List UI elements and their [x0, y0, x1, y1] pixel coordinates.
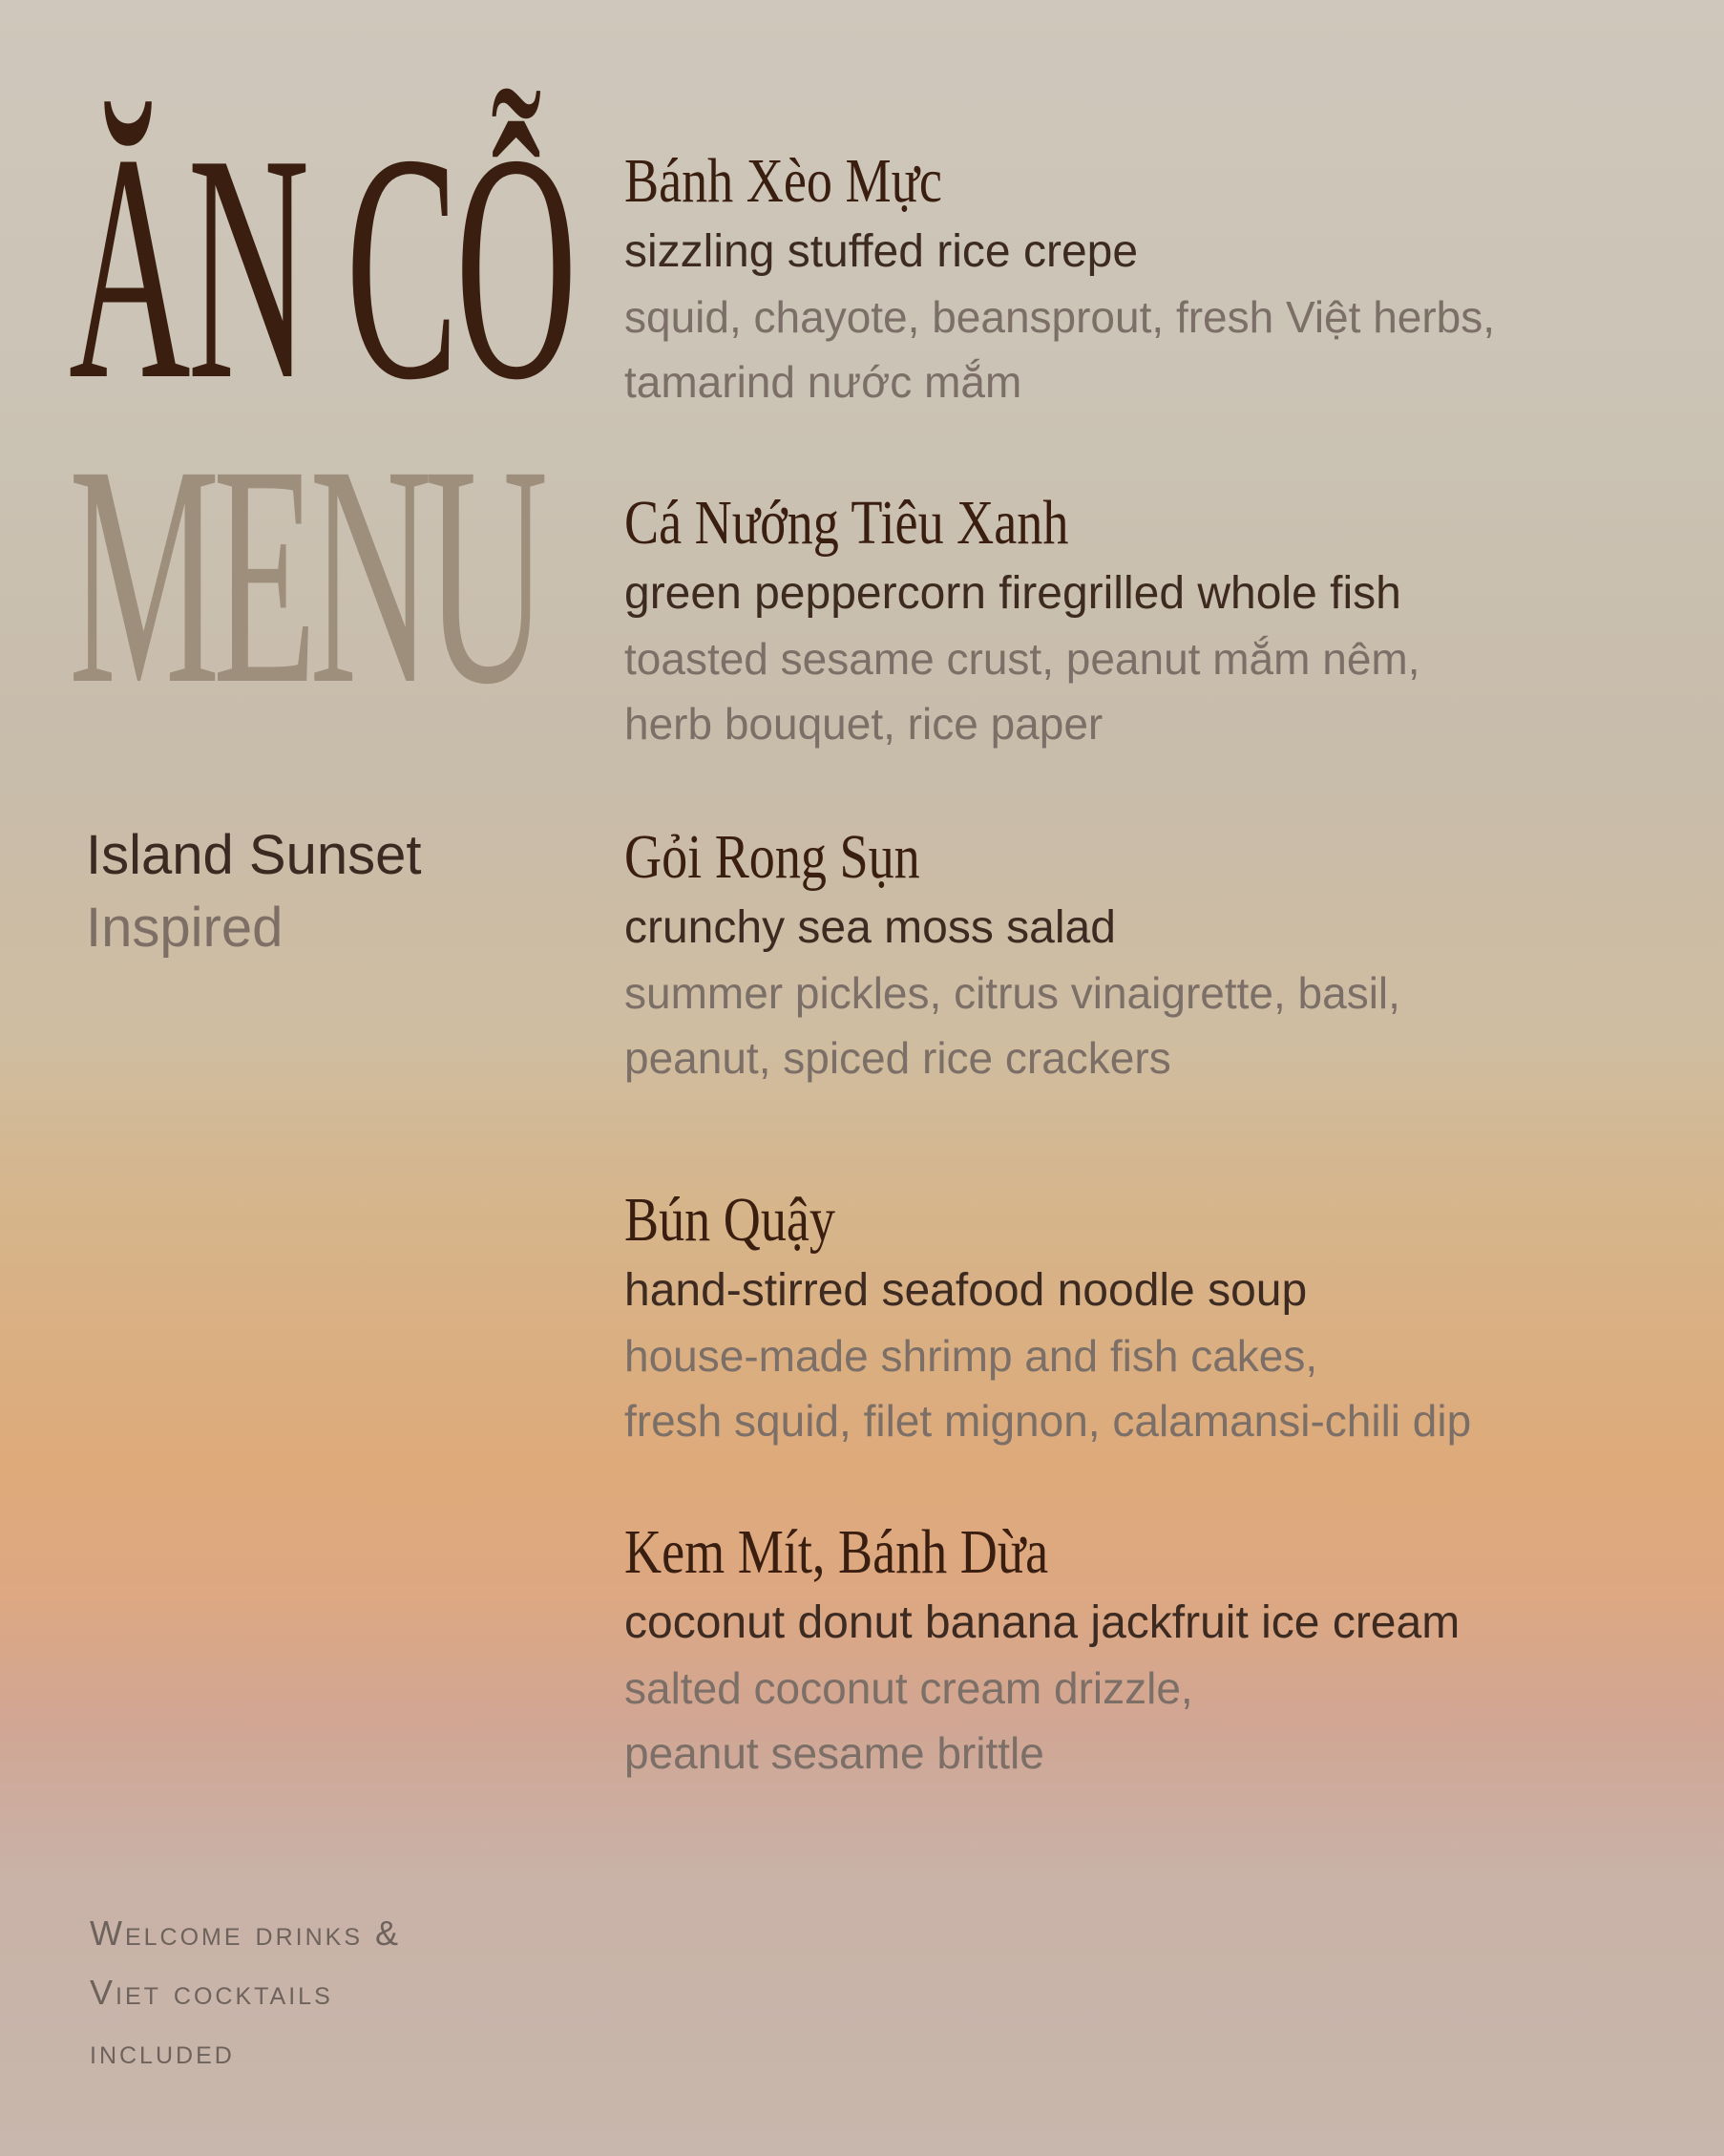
brand-title: ĂN CỖ: [69, 87, 575, 447]
dish-name: Bánh Xèo Mực: [624, 146, 942, 216]
dish-description: toasted sesame crust, peanut mắm nêm,: [624, 634, 1420, 684]
dish-name: Cá Nướng Tiêu Xanh: [624, 488, 1069, 558]
menu-item: [624, 143, 1674, 414]
dish-description: fresh squid, filet mignon, calamansi-chili dip: [624, 1396, 1472, 1446]
brand-logo: [69, 87, 575, 750]
menu-item: [624, 485, 1674, 756]
dish-description: squid, chayote, beansprout, fresh Việt herbs,: [624, 292, 1496, 342]
brand-menu-word: MENU: [69, 401, 541, 750]
dish-subtitle: crunchy sea moss salad: [624, 902, 1116, 953]
dish-description: peanut, spiced rice crackers: [624, 1033, 1171, 1083]
dish-name: Gỏi Rong Sụn: [624, 822, 920, 892]
menu-item: [624, 1514, 1674, 1786]
menu-item: [624, 1182, 1674, 1453]
footer-note: [90, 1904, 433, 2082]
dish-subtitle: coconut donut banana jackfruit ice cream: [624, 1597, 1461, 1648]
footer-line-3: included: [90, 2032, 235, 2071]
dish-description: herb bouquet, rice paper: [624, 699, 1104, 749]
dish-name: Kem Mít, Bánh Dừa: [624, 1517, 1049, 1587]
dish-description: summer pickles, citrus vinaigrette, basil,: [624, 968, 1400, 1018]
theme-line-2: Inspired: [86, 897, 284, 959]
footer-line-2: Viet cocktails: [90, 1973, 333, 2012]
theme-line-1: Island Sunset: [86, 824, 422, 886]
dish-subtitle: green peppercorn firegrilled whole fish: [624, 568, 1401, 619]
footer-line-1: Welcome drinks &: [90, 1913, 402, 1953]
dish-description: salted coconut cream drizzle,: [624, 1663, 1193, 1713]
dish-subtitle: sizzling stuffed rice crepe: [624, 226, 1139, 277]
dish-name: Bún Quậy: [624, 1185, 835, 1255]
dish-description: peanut sesame brittle: [624, 1728, 1044, 1778]
dish-description: house-made shrimp and fish cakes,: [624, 1331, 1318, 1381]
theme-subtitle: [86, 819, 421, 964]
menu-item: [624, 819, 1674, 1090]
dish-subtitle: hand-stirred seafood noodle soup: [624, 1265, 1308, 1316]
dish-description: tamarind nước mắm: [624, 357, 1022, 407]
